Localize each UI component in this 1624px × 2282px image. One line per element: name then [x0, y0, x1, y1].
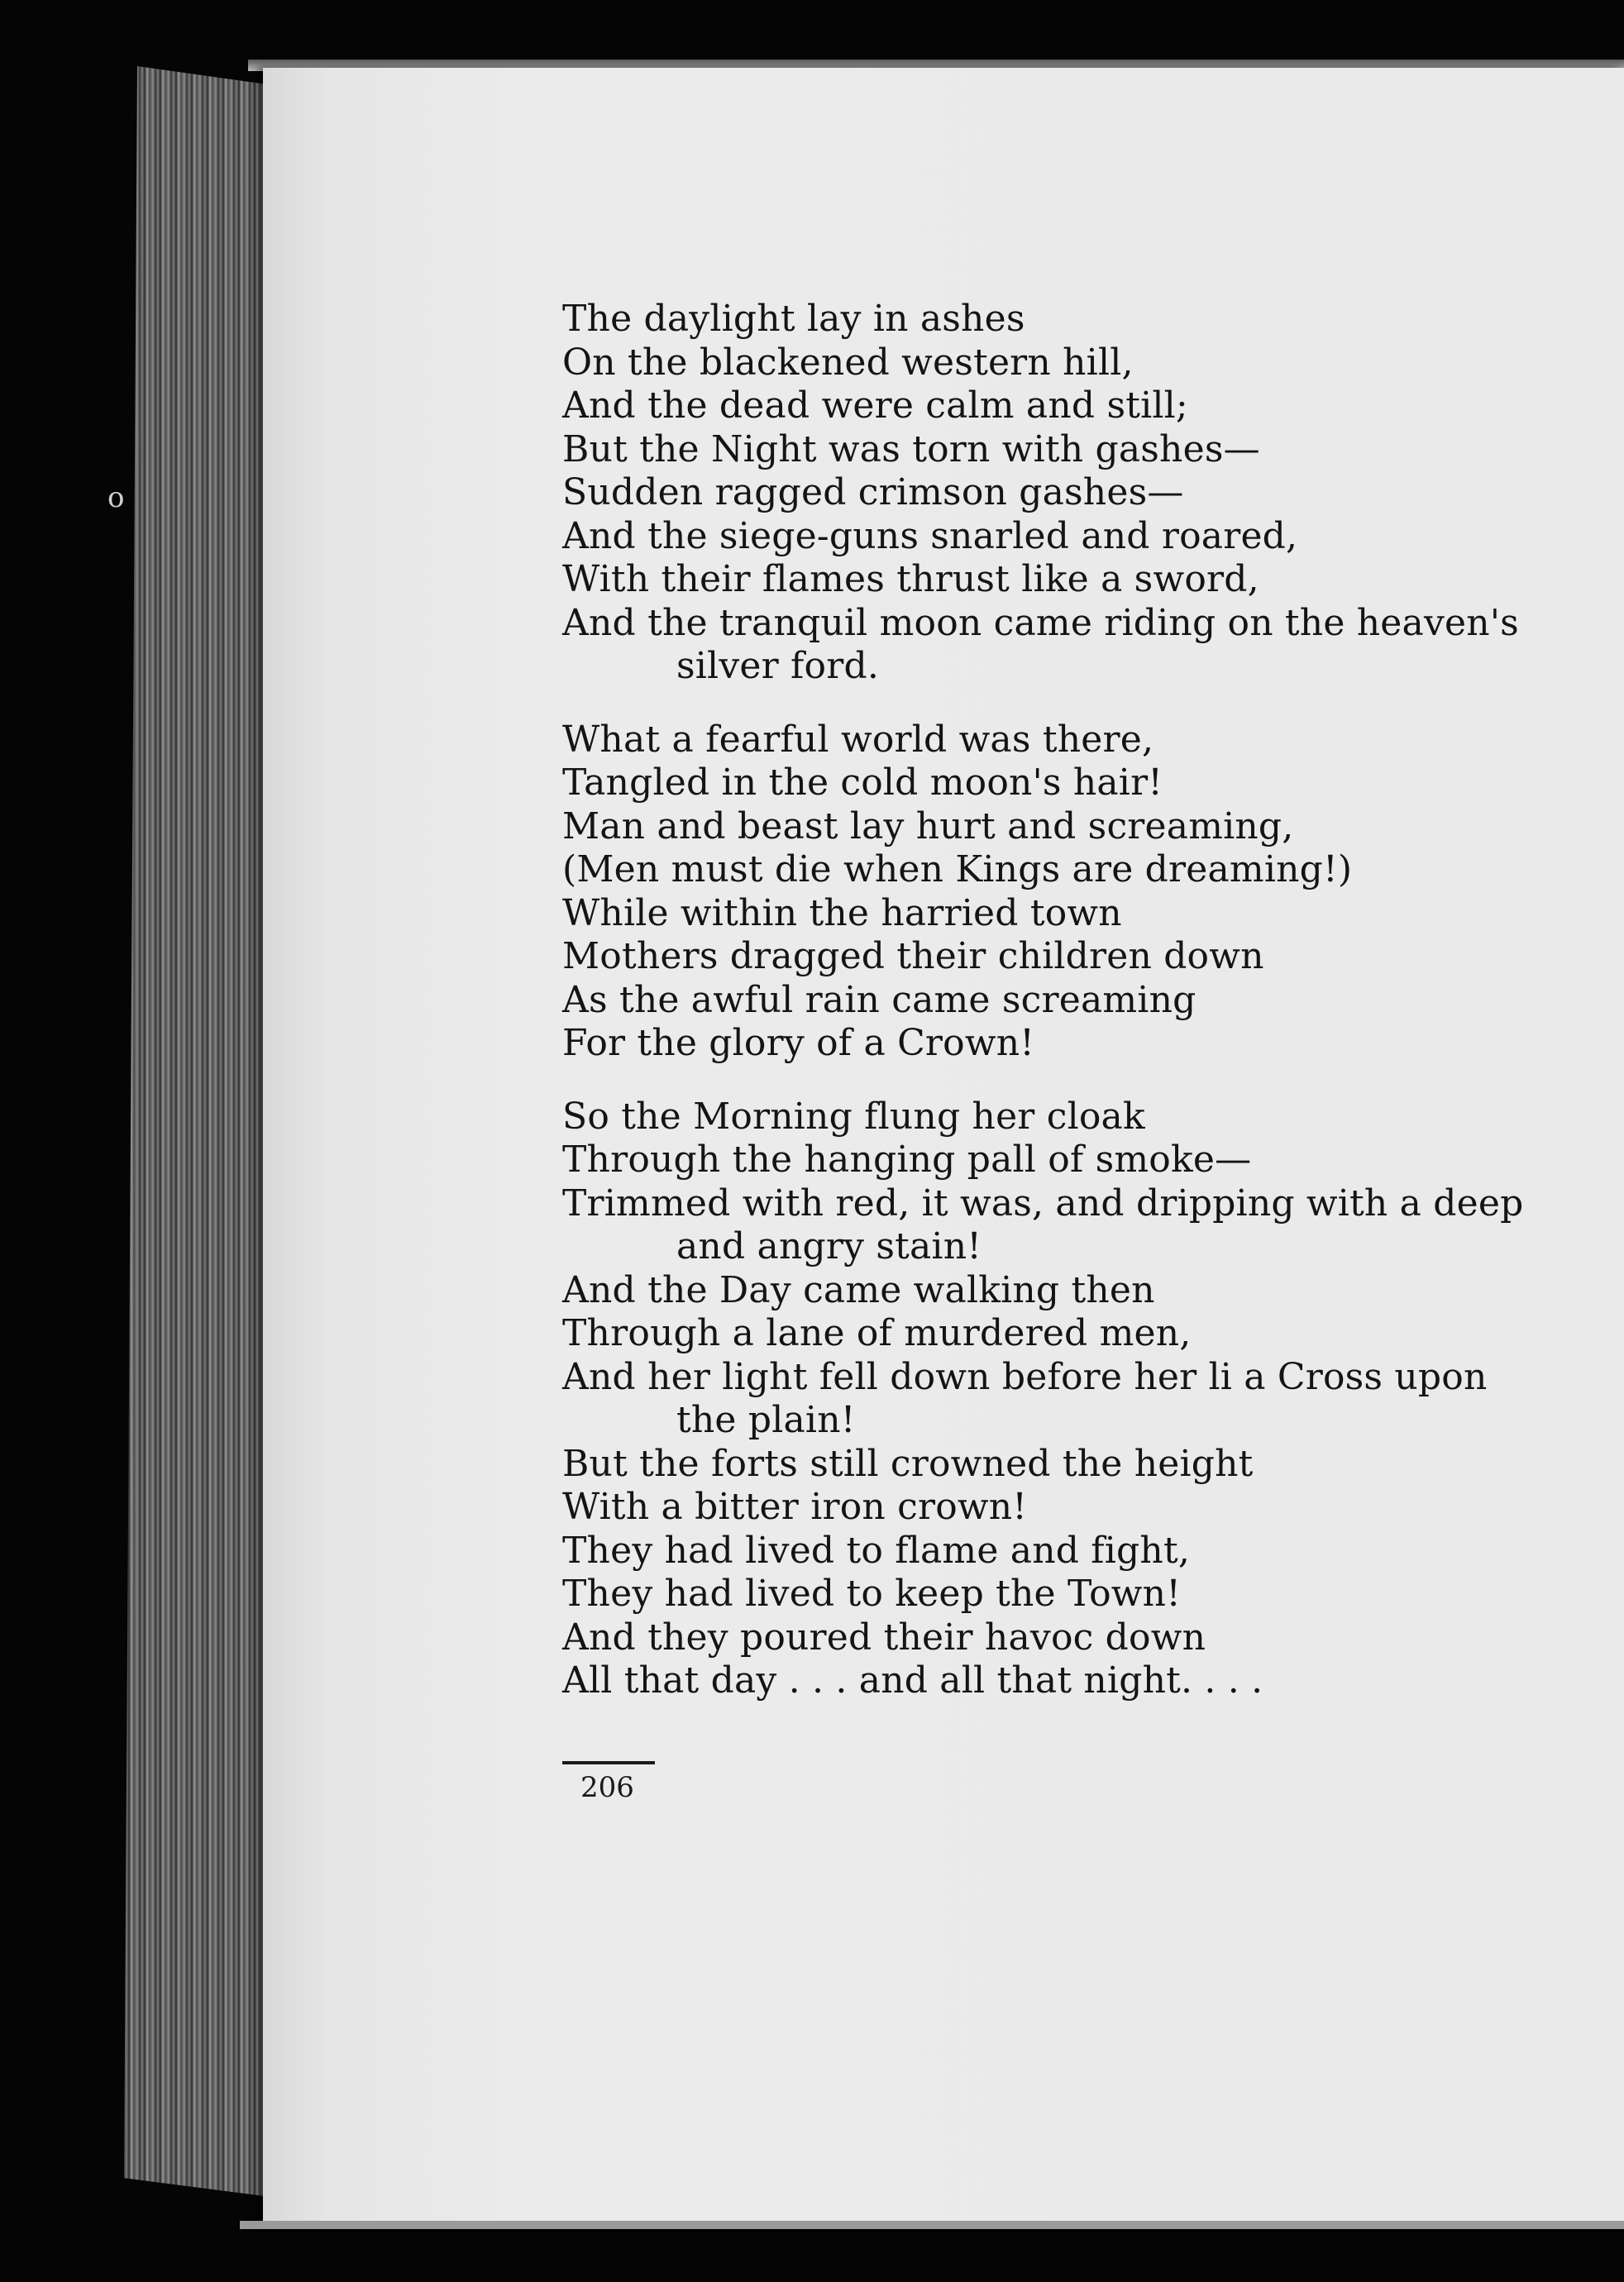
- footer-rule: [562, 1761, 655, 1764]
- poem-line: With their flames thrust like a sword,: [562, 558, 1259, 600]
- poem-line: And the dead were calm and still;: [562, 384, 1188, 427]
- poem-text: [562, 298, 1588, 1703]
- poem-line: And the siege-guns snarled and roared,: [562, 514, 1298, 557]
- poem-line-continuation: and angry stain!: [676, 1225, 982, 1268]
- poem-line: While within the harried town: [562, 891, 1122, 934]
- poem-line: As the awful rain came screaming: [562, 978, 1197, 1021]
- poem-line: Man and beast lay hurt and screaming,: [562, 804, 1294, 847]
- poem-line: Sudden ragged crimson gashes—: [562, 471, 1184, 513]
- poem-line: But the Night was torn with gashes—: [562, 427, 1260, 470]
- poem-line: For the glory of a Crown!: [562, 1022, 1035, 1064]
- page-number: 206: [580, 1771, 634, 1804]
- poem-line: And they poured their havoc down: [562, 1616, 1206, 1659]
- poem-line: Mothers dragged their children down: [562, 935, 1264, 977]
- poem-line: Through the hanging pall of smoke—: [562, 1139, 1252, 1181]
- poem-line: Tangled in the cold moon's hair!: [562, 761, 1163, 804]
- stray-mark: o: [107, 481, 125, 514]
- poem-line-continuation: the plain!: [676, 1399, 856, 1441]
- poem-line: And the Day came walking then: [562, 1268, 1155, 1311]
- poem-line: What a fearful world was there,: [562, 718, 1154, 761]
- stanza: [562, 1096, 1588, 1703]
- poem-line: So the Morning flung her cloak: [562, 1095, 1145, 1138]
- poem-line: But the forts still crowned the height: [562, 1442, 1254, 1485]
- page-bottom-edge: [240, 2221, 1624, 2229]
- poem-line: On the blackened western hill,: [562, 341, 1134, 384]
- poem-line: They had lived to keep the Town!: [562, 1573, 1182, 1615]
- page-footer: [562, 1761, 655, 1804]
- poem-line: All that day . . . and all that night. . . .: [562, 1659, 1263, 1702]
- poem-line: And the tranquil moon came riding on the heaven's: [562, 601, 1519, 644]
- poem-line: Through a lane of murdered men,: [562, 1312, 1192, 1354]
- poem-line: And her light fell down before her li a Cross upon: [562, 1355, 1488, 1398]
- stanza: [562, 718, 1588, 1066]
- poem-line: Trimmed with red, it was, and dripping with a deep: [562, 1182, 1524, 1225]
- poem-line-continuation: silver ford.: [676, 645, 880, 687]
- poem-line: They had lived to flame and fight,: [562, 1529, 1191, 1572]
- poem-line: With a bitter iron crown!: [562, 1486, 1028, 1528]
- poem-line: (Men must die when Kings are dreaming!): [562, 848, 1353, 890]
- stanza: [562, 298, 1588, 689]
- poem-line: The daylight lay in ashes: [562, 298, 1025, 340]
